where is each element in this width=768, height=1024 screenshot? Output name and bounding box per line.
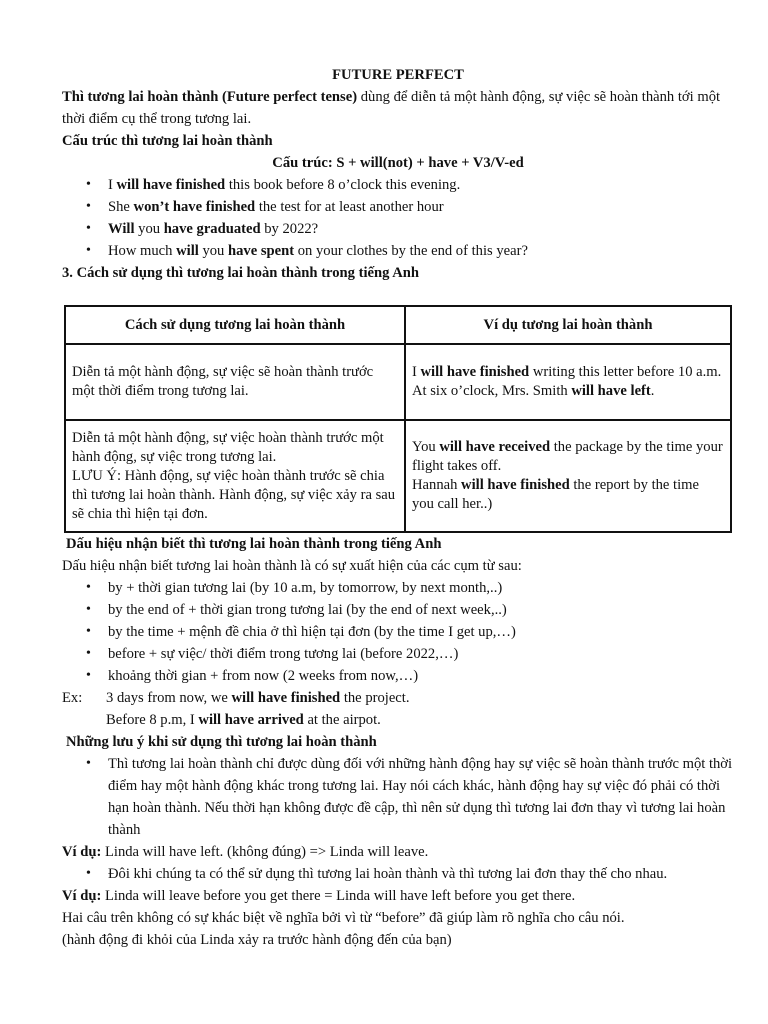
closing-line-2: (hành động đi khỏi của Linda xảy ra trước hành động đến của bạn) — [62, 932, 452, 948]
list-item: • I will have finished this book before 8 o’clock this evening. — [62, 174, 734, 196]
closing-line-1: Hai câu trên không có sự khác biệt về nghĩa bởi vì từ “before” đã giúp làm rõ nghĩa cho câu nói. — [62, 910, 625, 926]
table-header-row — [65, 306, 731, 344]
list-item: • Will you have graduated by 2022? — [62, 218, 734, 240]
notes-heading: Những lưu ý khi sử dụng thì tương lai hoàn thành — [66, 734, 377, 750]
ex-line-2: Before 8 p.m, I will have arrived at the airpot. — [106, 712, 381, 728]
usage-table — [64, 305, 732, 533]
page-title: FUTURE PERFECT — [332, 67, 464, 83]
notes-list-1 — [62, 753, 734, 841]
table-cell-examples: I will have finished writing this letter before 10 a.m. At six o’clock, Mrs. Smith will have left. — [405, 344, 731, 420]
usage-heading: 3. Cách sử dụng thì tương lai hoàn thành trong tiếng Anh — [62, 265, 420, 281]
list-item: • Đôi khi chúng ta có thể sử dụng thì tương lai hoàn thành và thì tương lai đơn thay thế cho nhau. — [62, 863, 734, 885]
intro-bold: Thì tương lai hoàn thành (Future perfect tense) — [62, 89, 358, 105]
list-item: • by the time + mệnh đề chia ở thì hiện tại đơn (by the time I get up,…) — [62, 621, 734, 643]
list-item: • Thì tương lai hoàn thành chỉ được dùng đối với những hành động hay sự việc sẽ hoàn thành trước một thời điểm hay một hành động khác trong tương lai. Hay nói cách khác, hành động hay sự việc đó phải có thời hạn hoàn thành. Nếu thời hạn không được đề cập, thì nên sử dụng thì tương lai đơn thay vì tương lai hoàn thành — [62, 753, 734, 841]
list-item: • by + thời gian tương lai (by 10 a.m, by tomorrow, by next month,..) — [62, 577, 734, 599]
table-header-usage: Cách sử dụng tương lai hoàn thành — [65, 306, 405, 344]
structure-heading: Cấu trúc thì tương lai hoàn thành — [62, 133, 273, 149]
structure-formula: Cấu trúc: S + will(not) + have + V3/V-ed — [272, 155, 524, 171]
signs-intro: Dấu hiệu nhận biết tương lai hoàn thành là có sự xuất hiện của các cụm từ sau: — [62, 558, 522, 574]
document-page — [62, 64, 734, 951]
notes-list-2 — [62, 863, 734, 885]
table-row — [65, 420, 731, 532]
signs-list — [62, 577, 734, 687]
list-item: • khoảng thời gian + from now (2 weeks from now,…) — [62, 665, 734, 687]
table-cell-usage: Diễn tả một hành động, sự việc sẽ hoàn thành trước một thời điểm trong tương lai. — [65, 344, 405, 420]
table-row — [65, 344, 731, 420]
example-list — [62, 174, 734, 262]
table-header-examples: Ví dụ tương lai hoàn thành — [405, 306, 731, 344]
table-cell-examples: You will have received the package by the time your flight takes off. Hannah will have finished the report by the time you call her..) — [405, 420, 731, 532]
ex-label: Ex: — [62, 690, 83, 706]
example-line-2: Ví dụ: Linda will leave before you get there = Linda will have left before you get there. — [62, 888, 576, 904]
list-item: • How much will you have spent on your clothes by the end of this year? — [62, 240, 734, 262]
intro-text: dùng để diễn tả một hành động, sự việc sẽ hoàn thành tới một thời điểm cụ thể trong tương lai. — [62, 89, 721, 127]
intro-paragraph — [62, 86, 734, 130]
ex-line-1: Ex: 3 days from now, we will have finished the project. — [62, 687, 734, 709]
signs-heading: Dấu hiệu nhận biết thì tương lai hoàn thành trong tiếng Anh — [66, 536, 442, 552]
list-item: • by the end of + thời gian trong tương lai (by the end of next week,..) — [62, 599, 734, 621]
list-item: • She won’t have finished the test for at least another hour — [62, 196, 734, 218]
example-line-1: Ví dụ: Linda will have left. (không đúng) => Linda will leave. — [62, 844, 429, 860]
table-cell-usage: Diễn tả một hành động, sự việc hoàn thành trước một hành động, sự việc trong tương lai. LƯU Ý: Hành động, sự việc hoàn thành trước sẽ chia thì tương lai hoàn thành. Hành động, sự việc xảy ra sau sẽ chia thì hiện tại đơn. — [65, 420, 405, 532]
list-item: • before + sự việc/ thời điểm trong tương lai (before 2022,…) — [62, 643, 734, 665]
